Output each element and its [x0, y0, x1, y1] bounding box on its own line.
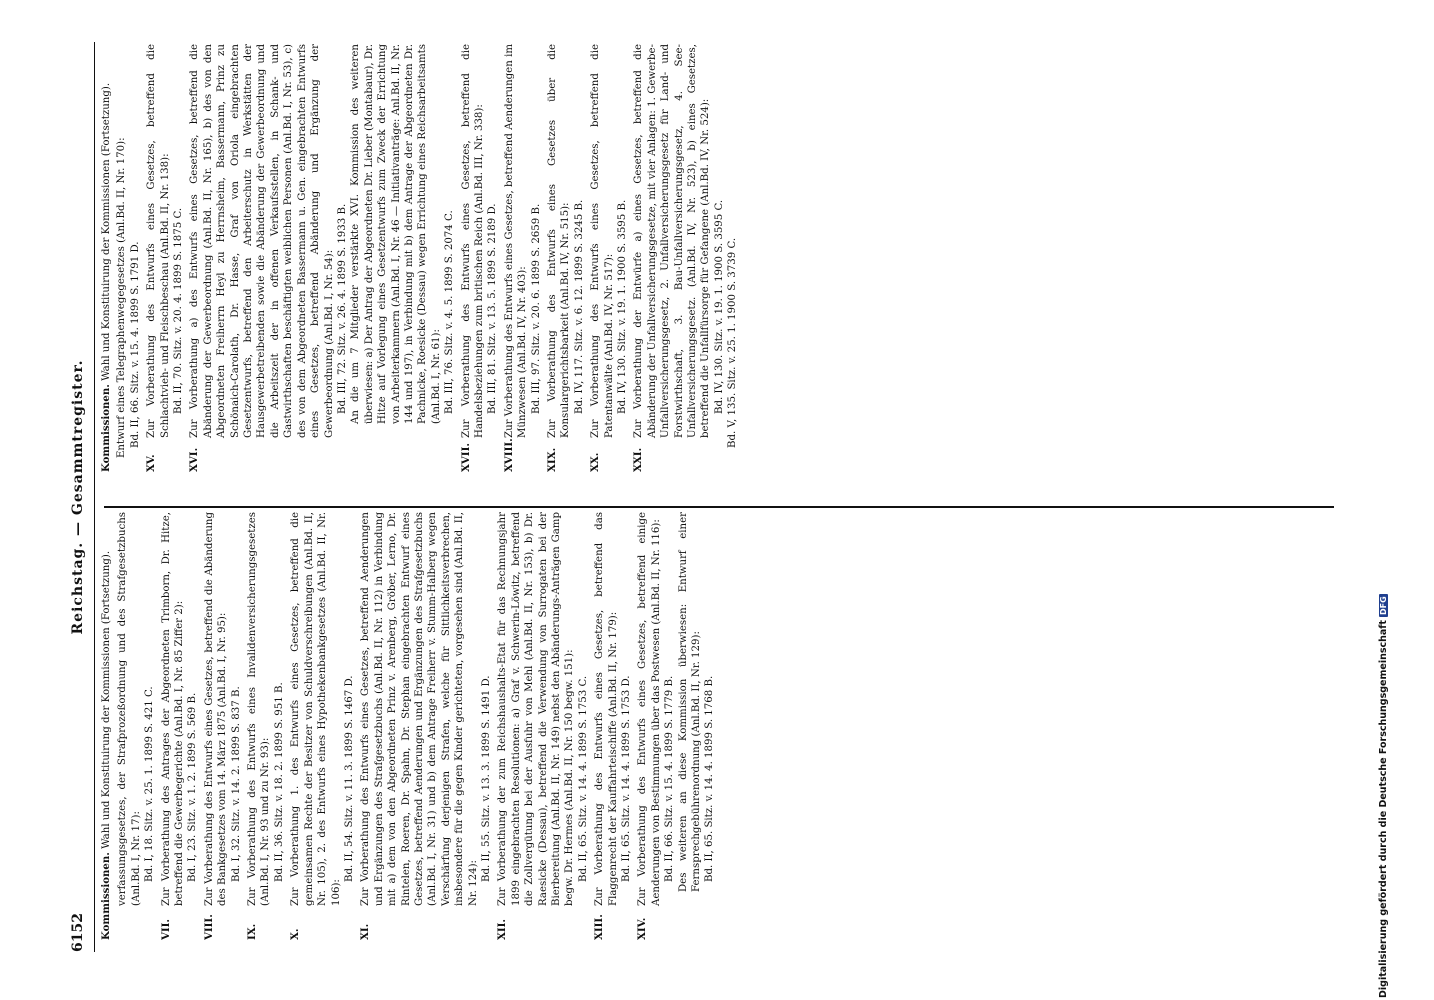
entry-addendum-reference: Bd. II, 65. Sitz. v. 14. 4. 1899 S. 1768 B. — [704, 675, 716, 882]
entry-text: Zur Vorberathung des Entwurfs eines Gesetzes, betreffend die Patentanwälte (Anl.Bd. IV, Nr. 517): — [590, 44, 615, 438]
entry-text: Zur Vorberathung a) des Entwurfs eines Gesetzes, betreffend die Abänderung der Gewerbeordnung (Anl.Bd. II, Nr. 165), b) des von den Abgeordneten Freiherrn Heyl zu Herrnsheim, Bassermann, Prinz zu Schönaich-Carolath, Dr. Hasse, Graf von Oriola eingebrachten Gesetzentwurfs, betreffend den Arbeiterschutz in Werkstätten der Hausgewerbetreibenden sowie die Abänderung der Gewerbeordnung und die Arbeitszeit der in offenen Verkaufsstellen, in Schank- und Gastwirthschaften beschäftigten weiblichen Personen (Anl.Bd. I, Nr. 53), c) des von dem Abgeordneten Bassermann u. Gen. eingebrachten Entwurfs eines Gesetzes, betreffend Abänderung und Ergänzung der Gewerbeordnung (Anl.Bd. I, Nr. 54): — [189, 44, 335, 438]
entry-addendum-reference: Bd. III, 76. Sitz. v. 4. 5. 1899 S. 2074 C. — [444, 210, 456, 414]
entry — [593, 512, 633, 940]
entry-reference: Bd. IV, 130. Sitz. v. 19. 1. 1900 S. 3595 B. — [617, 199, 629, 414]
page-header — [70, 42, 95, 952]
entry-number: XXI. — [632, 447, 645, 472]
entry — [188, 44, 456, 472]
entry-number: XV. — [145, 454, 158, 472]
section-heading — [100, 44, 113, 472]
running-title: Reichstag. — Gesammtregister. — [70, 359, 86, 635]
closing-reference: Bd. V, 135. Sitz. v. 25. 1. 1900 S. 3739 C. — [727, 237, 739, 448]
entry-number: X. — [289, 928, 302, 940]
entry-text: Zur Vorberathung des Entwurfs eines Gesetzes, betreffend die Handelsbeziehungen zum britischen Reich (Anl.Bd. III, Nr. 338): — [460, 44, 485, 438]
entry — [289, 512, 356, 940]
entry — [359, 512, 493, 940]
continuation-text: Entwurf eines Telegraphenwegegesetzes (Anl.Bd. II, Nr. 170): — [116, 137, 128, 458]
section-heading — [100, 512, 113, 940]
section-label: Kommissionen. — [100, 852, 112, 940]
entry-reference: Bd. III, 72. Sitz. v. 26. 4. 1899 S. 1933 B. — [336, 203, 348, 414]
entry-number: XI. — [359, 923, 372, 940]
entry-number: XII. — [496, 919, 509, 940]
entry-addendum: Des weiteren an diese Kommission überwiesen: Entwurf einer Fernsprechgebührenordnung (Anl.Bd. II, Nr. 129): — [677, 512, 703, 892]
entry-text: verfassungsgesetzes, der Strafprozeßordnung und des Strafgesetzbuchs (Anl.Bd. I, Nr. 17): — [117, 512, 142, 906]
entry — [203, 512, 243, 940]
page-number: 6152 — [70, 913, 86, 952]
entry-text: Zur Vorberathung des Entwurfs eines Gesetzes, betreffend das Flaggenrecht der Kauffahrteischiffe (Anl.Bd. II, Nr. 179): — [594, 512, 619, 906]
entry-reference: Bd. I, 18. Sitz. v. 25. 1. 1899 S. 421 C. — [144, 686, 156, 882]
entry — [632, 44, 726, 472]
entry — [546, 44, 586, 472]
entry-number: XIII. — [593, 914, 606, 940]
entry-number: XX. — [589, 452, 602, 472]
entry-reference: Bd. IV, 117. Sitz. v. 6. 12. 1899 S. 3245 B. — [573, 199, 585, 414]
entry-text: Zur Vorberathung der zum Reichshaushalts-Etat für das Rechnungsjahr 1899 eingebrachten Resolutionen: a) Graf v. Schwerin-Löwitz, betreffend die Zollvergütung bei der Ausfuhr von Mehl (Anl.Bd. II, Nr. 153), b) Dr. Raesicke (Dessau), betreffend die Verwendung von Surrogaten bei der Bierbereitung (Anl.Bd. II, Nr. 149) nebst den Abänderungs-Anträgen Gamp begw. Dr. Hermes (Anl.Bd. II, Nr. 150 begw. 151): — [497, 512, 576, 906]
entry — [589, 44, 629, 472]
entry-reference: Bd. II, 70. Sitz. v. 20. 4. 1899 S. 1875 C. — [173, 207, 185, 414]
continuation-reference: Bd. II, 66. Sitz. v. 15. 4. 1899 S. 1791 D. — [129, 241, 141, 448]
entry-reference: Bd. II, 65. Sitz. v. 14. 4. 1899 S. 1753 D. — [621, 675, 633, 882]
entry — [496, 512, 590, 940]
entry — [636, 512, 716, 940]
entry-text: Zur Vorberathung des Entwurfs eines Invalidenversicherungsgesetzes (Anl.Bd. I, Nr. 93 und zu Nr. 93): — [247, 512, 272, 906]
entry-text: Zur Vorberathung des Entwurfs eines Gesetzes, betreffend Aenderungen im Münzwesen (Anl.Bd. IV, Nr. 403): — [503, 44, 529, 438]
entry-reference: Bd. III, 97. Sitz. v. 20. 6. 1899 S. 2659 B. — [530, 203, 542, 414]
section-subtitle: Wahl und Konstituirung der Kommissionen (Fortsetzung). — [101, 82, 112, 381]
entry-text: Zur Vorberathung des Entwurfs eines Gesetzes, betreffend Aenderungen und Ergänzungen des Strafgesetzbuchs (Anl.Bd. II, Nr. 112) in Verbindung mit a) dem von den Abgeordneten Prinz v. Arenberg, Gröber, Lerno, Dr. Rintelen, Roeren, Dr. Spahn, Dr. Stephan eingebrachten Entwurf eines Gesetzes, betreffend Aenderungen und Ergänzungen des Strafgesetzbuchs (Anl.Bd. I, Nr. 31) und b) dem Antrage Freiherr v. Stumm-Halberg wegen Verschärfung derjenigen Strafen, welche für Sittlichkeitsverbrechen, insbesondere für die gegen Kinder gerichteten, vorgesehen sind (Anl.Bd. II, Nr. 124): — [360, 512, 479, 906]
entry-number: VII. — [159, 919, 172, 940]
entry — [460, 44, 500, 472]
entry-text: Zur Vorberathung der Entwürfe a) eines Gesetzes, betreffend die Abänderung der Unfallversicherungsgesetze, mit vier Anlagen: 1. Gewerbe-Unfallversicherungsgesetz, 2. Unfallversicherungsgesetz für Land- und Forstwirthschaft, 3. Bau-Unfallversicherungsgesetz, 4. See-Unfallversicherungsgesetz. (Anl.Bd. IV, Nr. 523), b) eines Gesetzes, betreffend die Unfallfürsorge für Gefangene (Anl.Bd. IV, Nr. 524): — [633, 44, 712, 438]
entry-text: Zur Vorberathung des Entwurfs eines Gesetzes über die Konsulargerichtsbarkeit (Anl.Bd. IV, Nr. 515): — [547, 44, 572, 438]
entry-number: VIII. — [202, 914, 215, 940]
entry — [160, 512, 200, 940]
entry-number: XVIII. — [502, 438, 515, 472]
entry-addendum: An die um 7 Mitglieder verstärkte XVI. Kommission des weiteren überwiesen: a) Der Antrag der Abgeordneten Dr. Lieber (Montabaur), Dr. Hitze auf Vorlegung eines Gesetzentwurfs zum Zweck der Errichtung von Arbeiterkammern (Anl.Bd. I, Nr. 46 — Initiativanträge: Anl.Bd. II, Nr. 144 und 197), in Verbindung mit b) dem Antrage der Abgeordneten Dr. Pachnicke, Roesicke (Dessau) wegen Errichtung eines Reichsarbeitsamts (Anl.Bd. I, Nr. 61): — [350, 44, 442, 424]
entry-reference: Bd. II, 66. Sitz. v. 15. 4. 1899 S. 1779 B. — [664, 675, 676, 882]
section-subtitle: Wahl und Konstituirung der Kommissionen (Fortsetzung). — [101, 550, 112, 849]
entry-reference: Bd. II, 36. Sitz. v. 18. 2. 1899 S. 951 B. — [273, 682, 285, 882]
entry-text: Zur Vorberathung des Antrages der Abgeordneten Trimborn, Dr. Hitze, betreffend die Gewerbegerichte (Anl.Bd. I, Nr. 85 Ziffer 2): — [160, 512, 186, 906]
entry-reference: Bd. IV, 130. Sitz. v. 19. 1. 1900 S. 3595 C. — [713, 199, 725, 414]
entry-reference: Bd. II, 54. Sitz. v. 11. 3. 1899 S. 1467 D. — [343, 675, 355, 882]
entry-reference: Bd. II, 65. Sitz. v. 14. 4. 1899 S. 1753 C. — [577, 675, 589, 882]
entry-reference: Bd. I, 23. Sitz. v. 1. 2. 1899 S. 569 B. — [187, 692, 199, 882]
left-column — [100, 512, 1350, 940]
column-divider — [104, 506, 1334, 508]
entry-reference: Bd. III, 81. Sitz. v. 13. 5. 1899 S. 2189 D. — [487, 203, 499, 414]
entry-text: Zur Vorberathung des Entwurfs eines Gesetzes, betreffend die Abänderung des Bankgesetzes vom 14. März 1875 (Anl.Bd. I, Nr. 95): — [203, 512, 229, 906]
section-label: Kommissionen. — [100, 384, 112, 472]
entry-number: XVII. — [459, 443, 472, 472]
entry-text: Zur Vorberathung des Entwurfs eines Gesetzes, betreffend die Schlachtvieh- und Fleischbeschau (Anl.Bd. II, Nr. 138): — [146, 44, 171, 438]
credit-text: Digitalisierung gefördert durch die Deutsche Forschungsgemeinschaft — [1378, 620, 1389, 998]
dfg-logo: DFG — [1379, 596, 1388, 616]
digitization-credit — [1378, 2, 1389, 998]
entry — [145, 44, 185, 472]
entry — [503, 44, 543, 472]
entry-number: XVI. — [188, 447, 201, 472]
entry-text: Zur Vorberathung 1. des Entwurfs eines Gesetzes, betreffend die gemeinsamen Rechte der Besitzer von Schuldverschreibungen (Anl.Bd. II, Nr. 105), 2. des Entwurfs eines Hypothekenbankgesetzes (Anl.Bd. II, Nr. 106): — [290, 512, 342, 906]
entry-number: XIX. — [546, 447, 558, 472]
entry-reference: Bd. I, 32. Sitz. v. 14. 2. 1899 S. 837 B. — [230, 686, 242, 882]
entry-text: Zur Vorberathung des Entwurfs eines Gesetzes, betreffend einige Aenderungen von Bestimmungen über das Postwesen (Anl.Bd. II, Nr. 116): — [637, 512, 662, 906]
entry — [246, 512, 286, 940]
entry-number: XIV. — [636, 917, 649, 940]
entry-reference: Bd. II, 55. Sitz. v. 13. 3. 1899 S. 1491 D. — [480, 675, 492, 882]
right-column — [100, 44, 1350, 472]
entry-number: IX. — [246, 923, 259, 940]
entry — [116, 512, 156, 940]
